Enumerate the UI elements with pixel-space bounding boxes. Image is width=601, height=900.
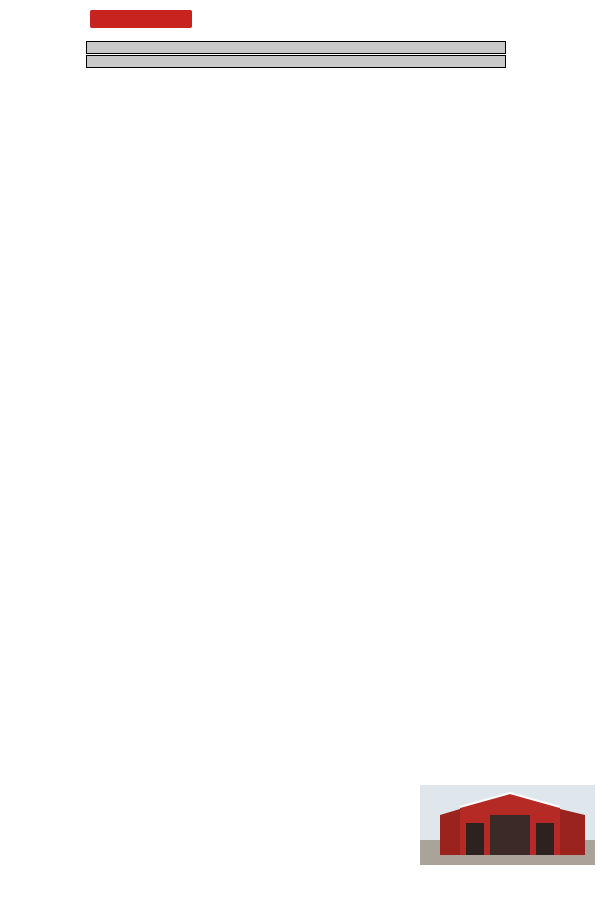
barn-photo <box>420 785 595 865</box>
carport-note-bar <box>86 41 506 54</box>
barn-note-bar <box>86 55 506 68</box>
handiport-logo <box>90 10 192 28</box>
gauge-headers <box>166 74 481 104</box>
header <box>0 0 601 68</box>
